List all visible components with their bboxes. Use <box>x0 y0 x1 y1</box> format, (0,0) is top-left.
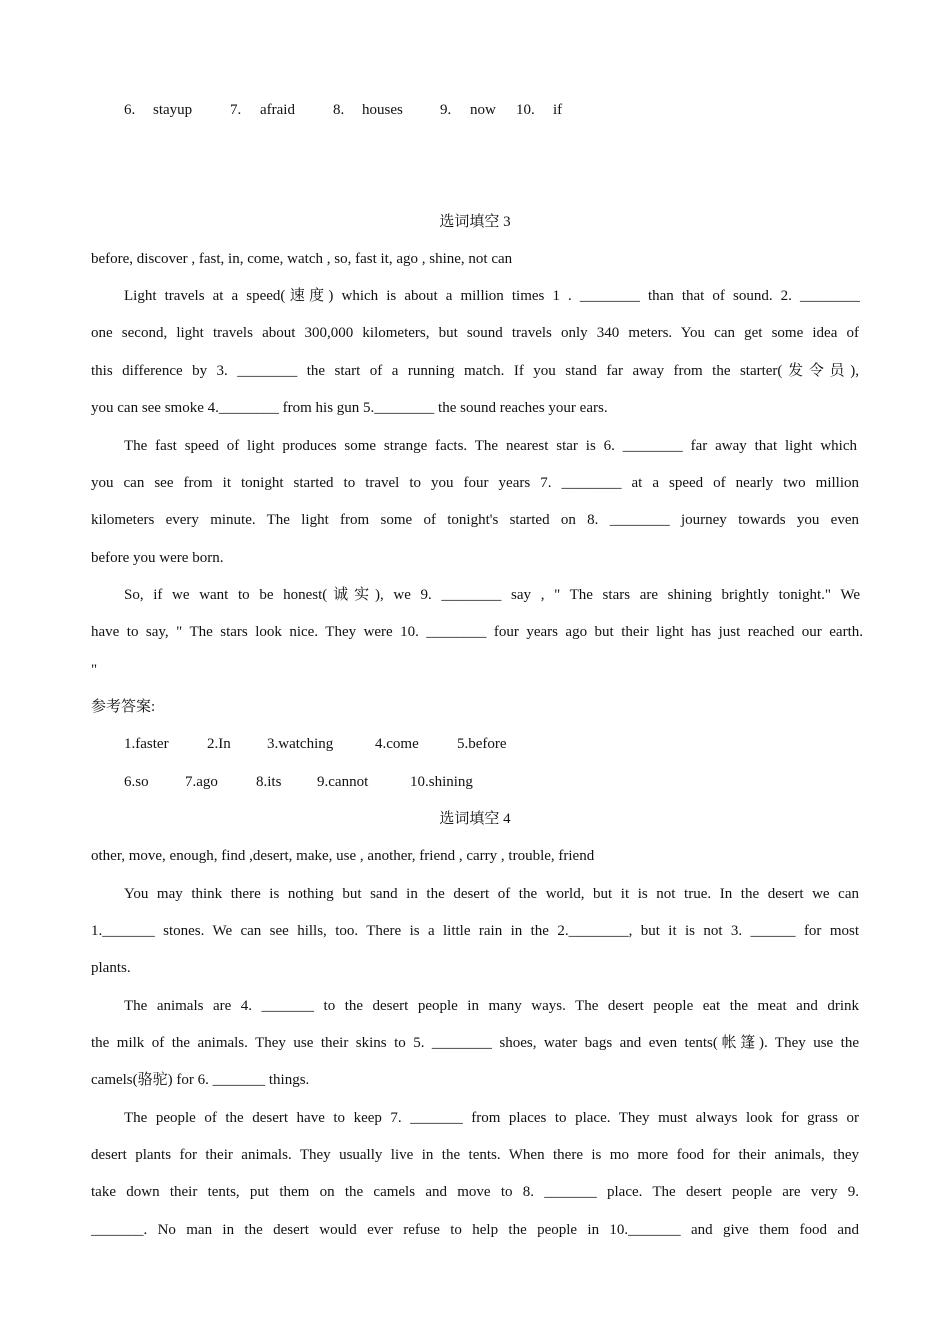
section4-paragraph-line: desert plants for their animals. They usually live in the tents. When there is mo more food for their animals, they <box>91 1147 859 1163</box>
section4-paragraph-line: You may think there is nothing but sand in the desert of the world, but it is not true. In the desert we can <box>124 886 859 902</box>
answer-item: 7.ago <box>185 774 218 790</box>
section4-paragraph-line: The people of the desert have to keep 7. _______ from places to place. They must always look for grass or <box>124 1110 859 1126</box>
section3-paragraph-line: this difference by 3. ________ the start of a running match. If you stand far away from the starter(发令员), <box>91 363 859 379</box>
answer-item: 4.come <box>375 736 419 752</box>
answer-number: 8. <box>333 102 345 118</box>
section3-paragraph-line: one second, light travels about 300,000 kilometers, but sound travels only 340 meters. You can get some idea of <box>91 325 859 341</box>
answer-item: 1.faster <box>124 736 169 752</box>
answer-word: stayup <box>153 102 193 118</box>
section3-paragraph-line: " <box>91 662 98 678</box>
section3-word-bank: before, discover , fast, in, come, watch , so, fast it, ago , shine, not can <box>91 251 513 267</box>
section4-paragraph-line: 1._______ stones. We can see hills, too. There is a little rain in the 2.________, but it is not 3. ______ for most <box>91 923 859 939</box>
answer-number: 9. <box>440 102 452 118</box>
section3-paragraph-line: before you were born. <box>91 550 224 566</box>
section3-paragraph-line: you can see from it tonight started to travel to you four years 7. ________ at a speed of nearly two million <box>91 475 859 491</box>
section4-paragraph-line: plants. <box>91 960 131 976</box>
answer-item: 6.so <box>124 774 149 790</box>
section4-paragraph-line: the milk of the animals. They use their skins to 5. ________ shoes, water bags and even tents(帐篷). They use the <box>91 1035 859 1051</box>
section4-word-bank: other, move, enough, find ,desert, make, use , another, friend , carry , trouble, friend <box>91 848 595 864</box>
answer-word: now <box>470 102 496 118</box>
answer-key-label: 参考答案: <box>91 699 156 715</box>
section3-paragraph-line: Light travels at a speed(速度) which is about a million times 1 . ________ than that of sound. 2. ________ <box>124 288 860 304</box>
section3-paragraph-line: The fast speed of light produces some strange facts. The nearest star is 6. ________ far away that light which <box>124 438 857 454</box>
section4-paragraph-line: The animals are 4. _______ to the desert people in many ways. The desert people eat the meat and drink <box>124 998 859 1014</box>
section3-paragraph-line: So, if we want to be honest(诚实), we 9. ________ say , " The stars are shining brightly tonight." We <box>124 587 860 603</box>
section3-paragraph-line: kilometers every minute. The light from some of tonight's started on 8. ________ journey towards you even <box>91 512 859 528</box>
answer-word: afraid <box>260 102 295 118</box>
section3-paragraph-line: have to say, " The stars look nice. They were 10. ________ four years ago but their light has just reached our earth. <box>91 624 863 640</box>
answer-word: if <box>553 102 563 118</box>
answer-number: 10. <box>516 102 535 118</box>
answer-item: 3.watching <box>267 736 334 752</box>
answer-item: 9.cannot <box>317 774 369 790</box>
section4-paragraph-line: camels(骆驼) for 6. _______ things. <box>91 1072 310 1088</box>
answer-number: 7. <box>230 102 242 118</box>
section4-paragraph-line: take down their tents, put them on the camels and move to 8. _______ place. The desert people are very 9. <box>91 1184 859 1200</box>
section3-title: 选词填空 3 <box>439 214 511 230</box>
section4-paragraph-line: _______. No man in the desert would ever refuse to help the people in 10._______ and give them food and <box>91 1222 859 1238</box>
section4-title: 选词填空 4 <box>439 811 511 827</box>
answer-number: 6. <box>124 102 136 118</box>
answer-item: 2.In <box>207 736 231 752</box>
answer-item: 8.its <box>256 774 282 790</box>
section3-paragraph-line: you can see smoke 4.________ from his gun 5.________ the sound reaches your ears. <box>91 400 608 416</box>
answer-item: 5.before <box>457 736 507 752</box>
answer-item: 10.shining <box>410 774 473 790</box>
answer-word: houses <box>362 102 403 118</box>
